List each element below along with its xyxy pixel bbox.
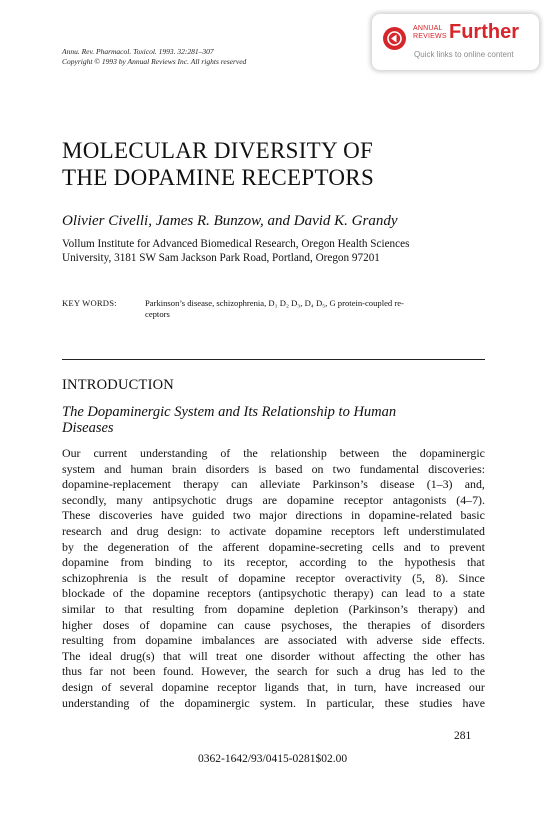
body-line: Our current understanding of the relationship between the dopaminergic bbox=[62, 446, 485, 460]
keywords-line: ceptors bbox=[145, 309, 170, 319]
further-links-badge[interactable] bbox=[372, 14, 539, 70]
body-line: schizophrenia is the result of dopamine receptor overactivity (5, 8). Since bbox=[62, 570, 485, 585]
subsection-heading-line: Diseases bbox=[62, 420, 114, 436]
author-affiliation bbox=[62, 237, 409, 265]
journal-citation bbox=[62, 47, 246, 67]
body-line: research and drug design: to activate dopamine receptors left understimulated bbox=[62, 523, 485, 538]
body-line: understanding of the dopaminergic system. In particular, these studies have bbox=[62, 695, 485, 710]
price-code: 0362-1642/93/0415-0281$02.00 bbox=[198, 753, 348, 765]
badge-reviews: REVIEWS bbox=[413, 33, 447, 40]
body-line: These discoveries have guided two major directions in dopamine-related basic bbox=[62, 508, 485, 523]
section-heading: INTRODUCTION bbox=[62, 377, 174, 393]
article-title-line: THE DOPAMINE RECEPTORS bbox=[62, 165, 375, 190]
keywords-label: KEY WORDS: bbox=[62, 298, 117, 308]
body-paragraph bbox=[62, 446, 485, 711]
body-line: system and human brain disorders is based on two fundamental discoveries: bbox=[62, 461, 485, 476]
body-line: similar to that resulting from dopamine depletion (Parkinson’s therapy) and bbox=[62, 601, 485, 616]
page-number: 281 bbox=[454, 730, 472, 742]
section-divider bbox=[62, 359, 485, 360]
body-line: dopamine-replacement therapy can alleviate Parkinson’s disease (1–3) and, bbox=[62, 477, 485, 492]
affiliation-line: Vollum Institute for Advanced Biomedical Research, Oregon Health Sciences bbox=[62, 238, 410, 250]
body-line: thus far not been found. However, the search for such a drug has led to the bbox=[62, 664, 485, 679]
body-line: design of several dopamine receptor ligands that, in turn, have increased our bbox=[62, 679, 485, 694]
subsection-heading bbox=[62, 404, 396, 436]
body-line: secondly, many antipsychotic drugs are dopamine receptor antagonists (4–7). bbox=[62, 492, 485, 507]
body-line: dopamine from binding to its receptor, according to the hypothesis that bbox=[62, 555, 485, 570]
badge-quick-links-text: Quick links to online content bbox=[414, 50, 514, 59]
keywords-line: Parkinson’s disease, schizophrenia, D₁ D₂ D₃, D₄ D₅, G protein-coupled re- bbox=[145, 298, 404, 308]
article-title-line: MOLECULAR DIVERSITY OF bbox=[62, 138, 374, 163]
subsection-heading-line: The Dopaminergic System and Its Relationship to Human bbox=[62, 404, 397, 420]
badge-further-label: Further bbox=[449, 21, 519, 43]
annual-reviews-logo-icon bbox=[383, 27, 406, 50]
author-list: Olivier Civelli, James R. Bunzow, and David K. Grandy bbox=[62, 213, 398, 229]
body-line: blockade of the dopamine receptors (antipsychotic therapy) can lead to a state bbox=[62, 586, 485, 601]
badge-publisher-text bbox=[413, 25, 447, 41]
affiliation-line: University, 3181 SW Sam Jackson Park Road, Portland, Oregon 97201 bbox=[62, 252, 380, 264]
body-line: resulting from dopamine imbalances are associated with adverse side effects. bbox=[62, 633, 485, 648]
body-line: The ideal drug(s) that will treat one disorder without affecting the other has bbox=[62, 648, 485, 663]
badge-annual: ANNUAL bbox=[413, 25, 443, 32]
body-line: higher doses of dopamine can cause psychoses, the therapies of disorders bbox=[62, 617, 485, 632]
article-title bbox=[62, 137, 374, 191]
keywords-list bbox=[145, 298, 485, 320]
copyright-line: Copyright © 1993 by Annual Reviews Inc. All rights reserved bbox=[62, 57, 247, 66]
body-line: by the degeneration of the afferent dopamine-secreting cells and to prevent bbox=[62, 539, 485, 554]
journal-citation-line: Annu. Rev. Pharmacol. Toxicol. 1993. 32:281–307 bbox=[62, 47, 214, 56]
